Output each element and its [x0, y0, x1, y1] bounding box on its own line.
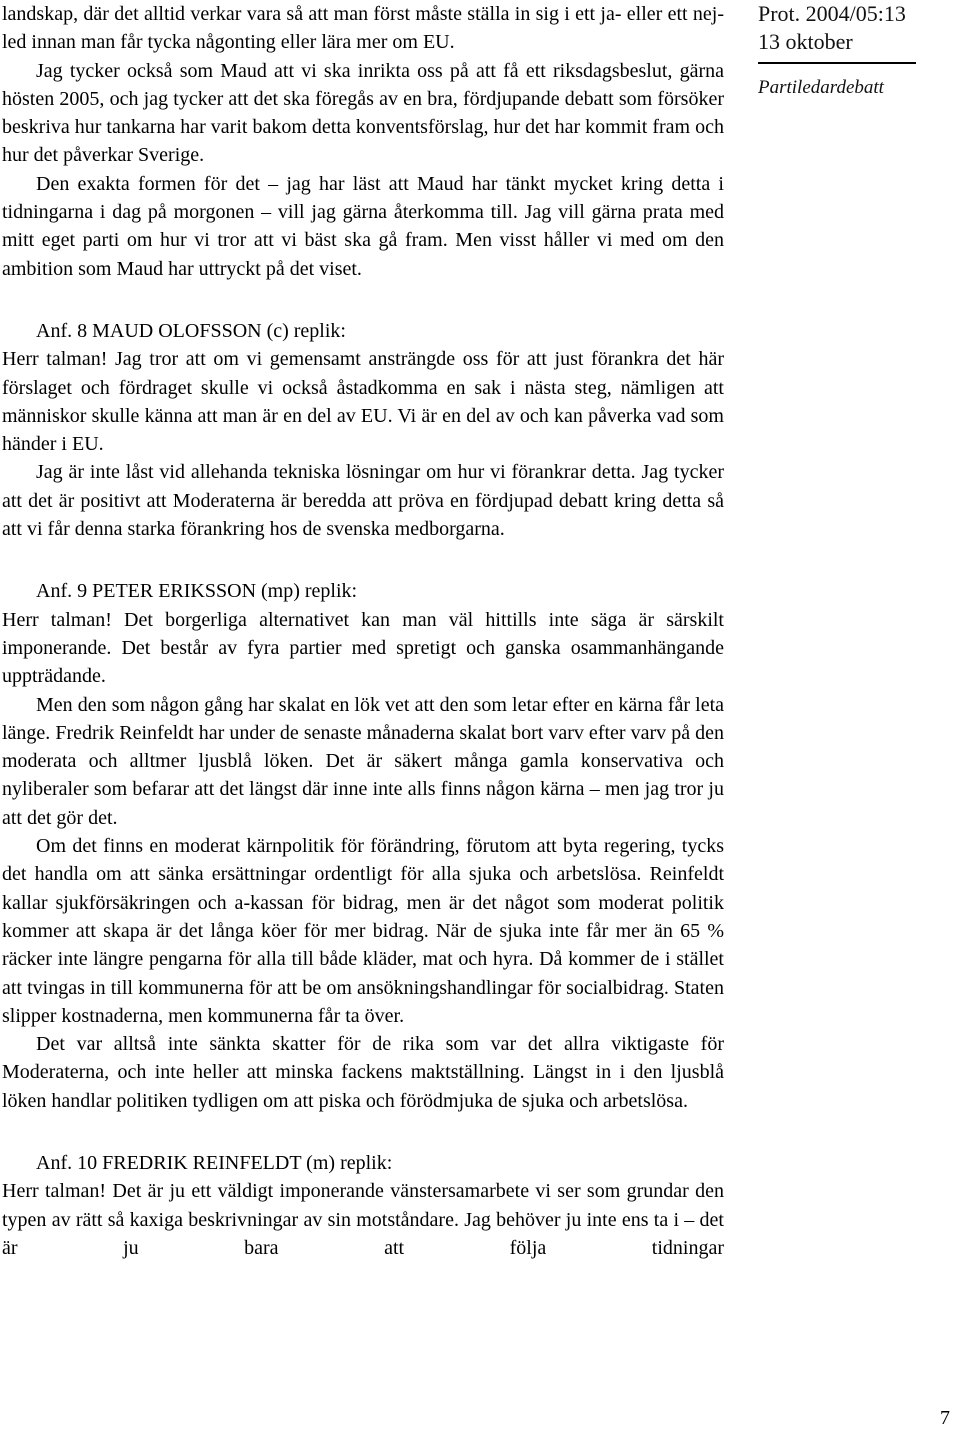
paragraph: Det var alltså inte sänkta skatter för de rika som var det allra viktigaste för Moderaterna, och inte heller att minska fackens maktställning. Längst in i den ljusblå löken handlar politiken tydligen om att piska och förödmjuka de sjuka och arbetslösa. [2, 1033, 724, 1112]
paragraph: Men den som någon gång har skalat en lök vet att den som letar efter en kärna får leta länge. Fredrik Reinfeldt har under de senaste månaderna skalat bort varv efter varv på den moderata och alltmer ljusblå löken. Det är säkert många gamla konservativa och nyliberaler som befarar att det längst där inne inte alls finns någon kärna – men jag tror ju att det gör det. [2, 693, 724, 829]
header-rule [758, 62, 916, 64]
margin-header [758, 0, 958, 102]
page-number: 7 [940, 1407, 950, 1429]
protocol-date: 13 oktober [758, 29, 853, 54]
debate-title: Partiledardebatt [758, 77, 884, 98]
paragraph: Herr talman! Det är ju ett väldigt imponerande vänstersamarbete vi ser som grundar den typen av rätt så kaxiga beskrivningar av sin motståndare. Jag behöver ju inte ens ta i – det är ju bara att följa tidningar [2, 1180, 724, 1259]
paragraph: Den exakta formen för det – jag har läst att Maud har tänkt mycket kring detta i tidningarna i dag på morgonen – vill jag gärna återkomma till. Jag vill gärna prata med mitt eget parti om hur vi tror att vi bäst ska gå fram. Men visst håller vi med om den ambition som Maud har uttryckt på det viset. [2, 172, 724, 280]
speech-heading-anf-9: Anf. 9 PETER ERIKSSON (mp) replik: [36, 580, 358, 603]
paragraph: Om det finns en moderat kärnpolitik för förändring, förutom att byta regering, tycks det handla om att sänka ersättningar ordentligt för alla sjuka och arbetslösa. Reinfeldt kallar sjukförsäkringen och a-kassan för bidrag, men är det något som moderat politik kommer att skapa är det långa köer för mer bidrag. När de sjuka inte får mer än 65 % räcker inte längre pengarna för alla till både kläder, mat och hyra. Då kommer de i stället att tvingas in till kommunerna för att be om ansökningshandlingar för socialbidrag. Staten slipper kostnaderna, men kommunerna får ta över. [2, 835, 724, 1027]
speech-column [2, 0, 724, 1262]
paragraph-intro: landskap, där det alltid verkar vara så att man först måste ställa in sig i ett ja- eller ett nej-led innan man får tycka någonting eller lära mer om EU. [2, 3, 724, 54]
protocol-number: Prot. 2004/05:13 [758, 1, 906, 26]
paragraph: Jag är inte låst vid allehanda tekniska lösningar om hur vi förankrar detta. Jag tycker att det är positivt att Moderaterna är beredda att pröva en fördjupad debatt kring detta så att vi får denna starka förankring hos de svenska medborgarna. [2, 461, 724, 541]
paragraph: Jag tycker också som Maud att vi ska inrikta oss på att få ett riksdagsbeslut, gärna hösten 2005, och jag tycker att det ska föregås av en bra, fördjupande debatt som försöker beskriva hur tankarna har varit bakom detta konventsförslag, hur det har kommit fram och hur det påverkar Sverige. [2, 59, 724, 167]
speech-heading-anf-10: Anf. 10 FREDRIK REINFELDT (m) replik: [36, 1151, 393, 1174]
paragraph: Herr talman! Jag tror att om vi gemensamt ansträngde oss för att just förankra det här förslaget och fördraget skulle vi också åstadkomma en sak i nästa steg, nämligen att människor skulle känna att man är en del av EU. Vi är en del av och kan påverka vad som händer i EU. [2, 348, 724, 456]
paragraph: Herr talman! Det borgerliga alternativet kan man väl hittills inte säga är särskilt imponerande. Det består av fyra partier med spretigt och ganska osammanhängande uppträdande. [2, 608, 724, 688]
speech-heading-anf-8: Anf. 8 MAUD OLOFSSON (c) replik: [36, 319, 346, 342]
